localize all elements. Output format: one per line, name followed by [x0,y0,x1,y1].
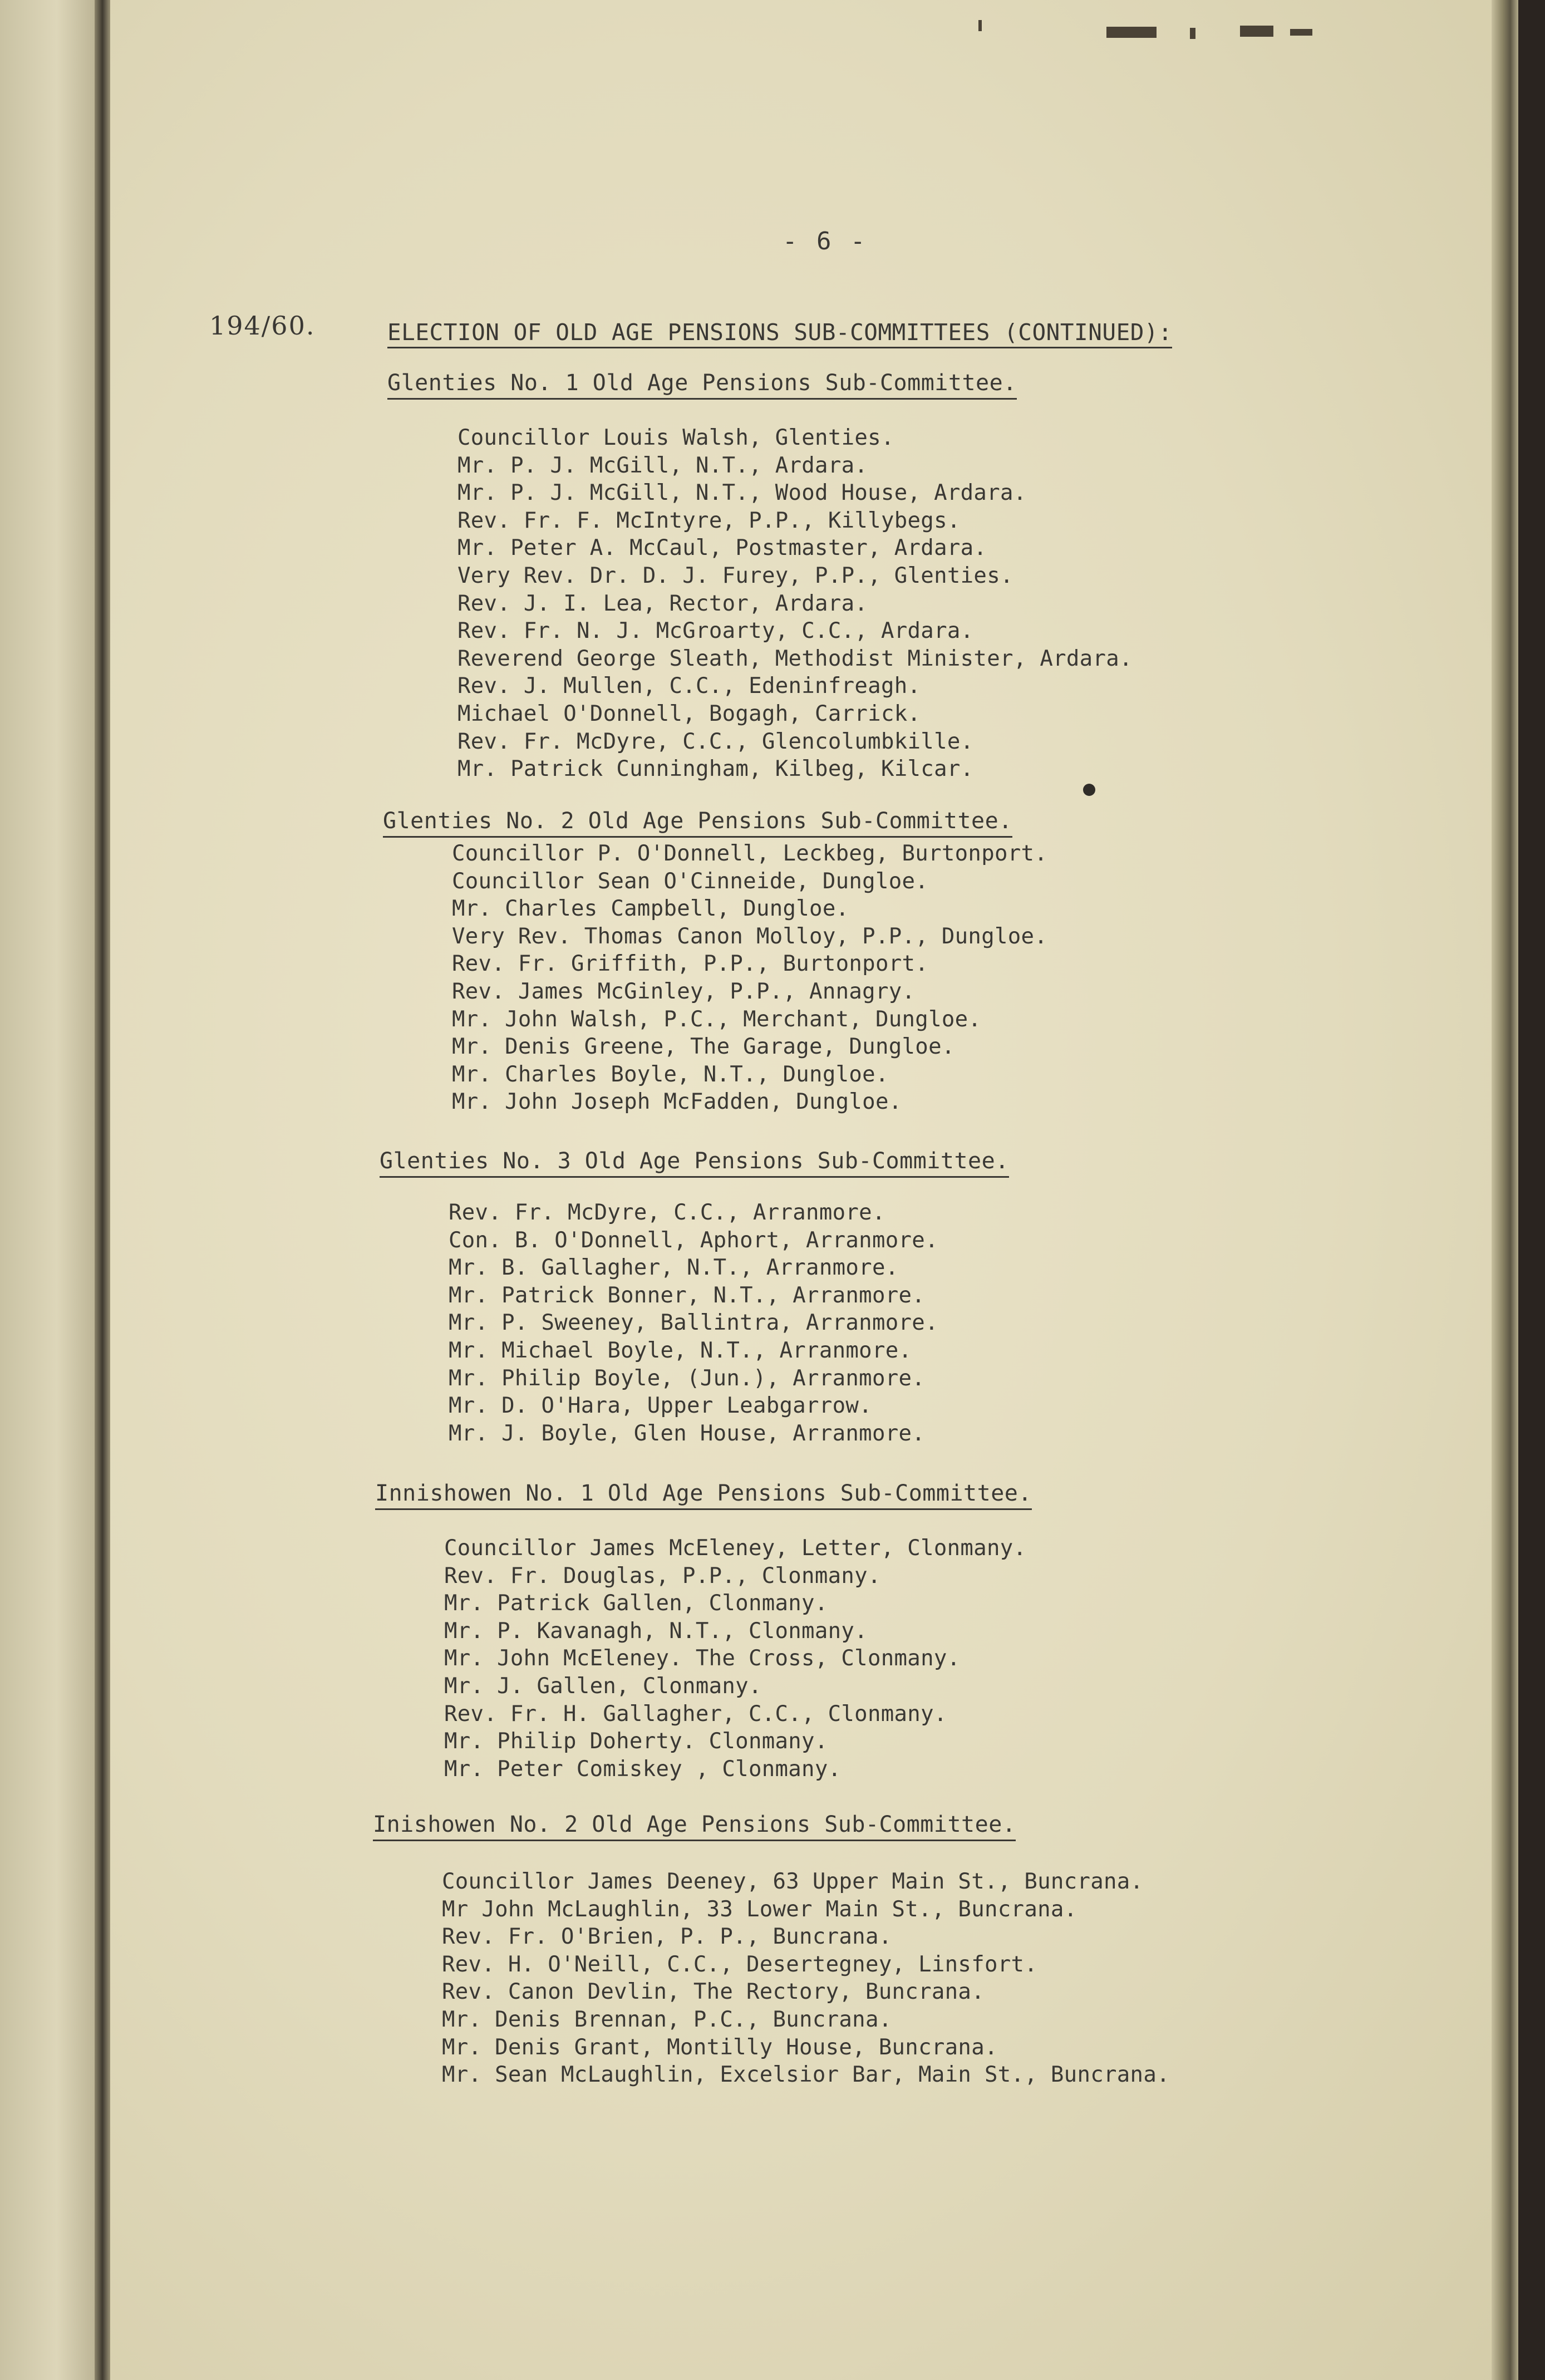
page-edge [1492,0,1518,2380]
member-entry: Mr. J. Gallen, Clonmany. [444,1673,762,1699]
member-entry: Mr. Philip Boyle, (Jun.), Arranmore. [449,1365,926,1391]
member-entry: Mr. Charles Campbell, Dungloe. [452,896,849,922]
minute-reference: 194/60. [209,311,316,341]
member-entry: Rev. James McGinley, P.P., Annagry. [452,978,916,1004]
member-entry: Con. B. O'Donnell, Aphort, Arranmore. [449,1227,938,1253]
left-page-edge [0,0,95,2380]
member-entry: Rev. J. Mullen, C.C., Edeninfreagh. [457,673,921,699]
subcommittee-inishowen-2 [373,1812,1170,2089]
member-entry: Mr. John Joseph McFadden, Dungloe. [452,1089,902,1115]
subcommittee-glenties-1 [387,370,1133,783]
member-entry: Mr. Patrick Gallen, Clonmany. [444,1591,828,1616]
page-number: - 6 - [783,227,868,255]
member-entry: Mr. J. Boyle, Glen House, Arranmore. [449,1420,926,1446]
subcommittee-glenties-3 [380,1148,1009,1447]
section-heading: Inishowen No. 2 Old Age Pensions Sub-Committee. [373,1812,1016,1841]
member-entry: Councillor Louis Walsh, Glenties. [457,425,894,450]
section-heading: Glenties No. 1 Old Age Pensions Sub-Committee. [387,370,1017,400]
member-entry: Rev. Fr. F. McIntyre, P.P., Killybegs. [457,508,961,533]
member-entry: Mr. Philip Doherty. Clonmany. [444,1729,828,1754]
member-entry: Councillor P. O'Donnell, Leckbeg, Burtonport. [452,841,1048,866]
member-entry: Mr. Charles Boyle, N.T., Dungloe. [452,1061,889,1087]
document-title: ELECTION OF OLD AGE PENSIONS SUB-COMMITTEES (CONTINUED): [387,319,1172,348]
member-entry: Mr. P. Kavanagh, N.T., Clonmany. [444,1618,868,1644]
book-gutter [95,0,110,2380]
section-heading: Innishowen No. 1 Old Age Pensions Sub-Committee. [375,1481,1032,1510]
member-entry: Very Rev. Thomas Canon Molloy, P.P., Dungloe. [452,923,1048,949]
ledger-page [110,0,1518,2380]
member-entry: Mr. B. Gallagher, N.T., Arranmore. [449,1255,899,1281]
member-entry: Councillor James Deeney, 63 Upper Main St., Buncrana. [442,1869,1144,1894]
member-entry: Mr. P. Sweeney, Ballintra, Arranmore. [449,1310,938,1336]
member-entry: Rev. J. I. Lea, Rector, Ardara. [457,591,868,616]
member-entry: Reverend George Sleath, Methodist Minister, Ardara. [457,646,1133,671]
member-entry: Mr. Michael Boyle, N.T., Arranmore. [449,1337,912,1363]
section-heading: Glenties No. 3 Old Age Pensions Sub-Committee. [380,1148,1009,1178]
member-entry: Mr. P. J. McGill, N.T., Wood House, Ardara. [457,480,1027,506]
member-entry: Rev. Canon Devlin, The Rectory, Buncrana. [442,1979,985,2005]
member-entry: Rev. Fr. N. J. McGroarty, C.C., Ardara. [457,618,974,644]
subcommittee-glenties-2 [383,808,1047,1116]
member-entry: Mr John McLaughlin, 33 Lower Main St., Buncrana. [442,1896,1077,1922]
member-entry: Rev. H. O'Neill, C.C., Desertegney, Linsfort. [442,1951,1038,1977]
section-heading: Glenties No. 2 Old Age Pensions Sub-Committee. [383,808,1012,838]
member-entry: Mr. Peter Comiskey , Clonmany. [444,1756,842,1782]
member-entry: Mr. Patrick Cunningham, Kilbeg, Kilcar. [457,756,974,782]
member-list [442,1868,1170,2089]
member-entry: Rev. Fr. McDyre, C.C., Glencolumbkille. [457,729,974,754]
member-entry: Rev. Fr. Griffith, P.P., Burtonport. [452,951,929,977]
member-entry: Mr. P. J. McGill, N.T., Ardara. [457,453,868,478]
member-entry: Mr. D. O'Hara, Upper Leabgarrow. [449,1393,872,1419]
member-list [452,840,1047,1116]
member-entry: Rev. Fr. H. Gallagher, C.C., Clonmany. [444,1701,947,1727]
member-entry: Rev. Fr. O'Brien, P. P., Buncrana. [442,1924,892,1950]
member-list [449,1199,1009,1447]
member-entry: Councillor Sean O'Cinneide, Dungloe. [452,868,929,894]
member-entry: Rev. Fr. McDyre, C.C., Arranmore. [449,1200,885,1225]
subcommittee-innishowen-1 [375,1481,1032,1783]
member-entry: Mr. Denis Greene, The Garage, Dungloe. [452,1034,955,1060]
member-entry: Mr. John Walsh, P.C., Merchant, Dungloe. [452,1006,982,1032]
top-edge-marks [978,10,1424,43]
member-entry: Mr. Peter A. McCaul, Postmaster, Ardara. [457,535,987,561]
member-list [444,1535,1032,1783]
member-entry: Very Rev. Dr. D. J. Furey, P.P., Glenties. [457,563,1013,588]
member-entry: Mr. Patrick Bonner, N.T., Arranmore. [449,1282,926,1308]
member-entry: Mr. Denis Grant, Montilly House, Buncrana. [442,2034,998,2060]
member-entry: Mr. Sean McLaughlin, Excelsior Bar, Main St., Buncrana. [442,2062,1170,2088]
member-entry: Rev. Fr. Douglas, P.P., Clonmany. [444,1563,881,1589]
member-entry: Mr. John McEleney. The Cross, Clonmany. [444,1646,961,1671]
member-entry: Councillor James McEleney, Letter, Clonmany. [444,1536,1027,1561]
member-list [457,424,1133,783]
member-entry: Mr. Denis Brennan, P.C., Buncrana. [442,2007,892,2032]
member-entry: Michael O'Donnell, Bogagh, Carrick. [457,701,921,726]
ink-blot [1083,784,1095,796]
